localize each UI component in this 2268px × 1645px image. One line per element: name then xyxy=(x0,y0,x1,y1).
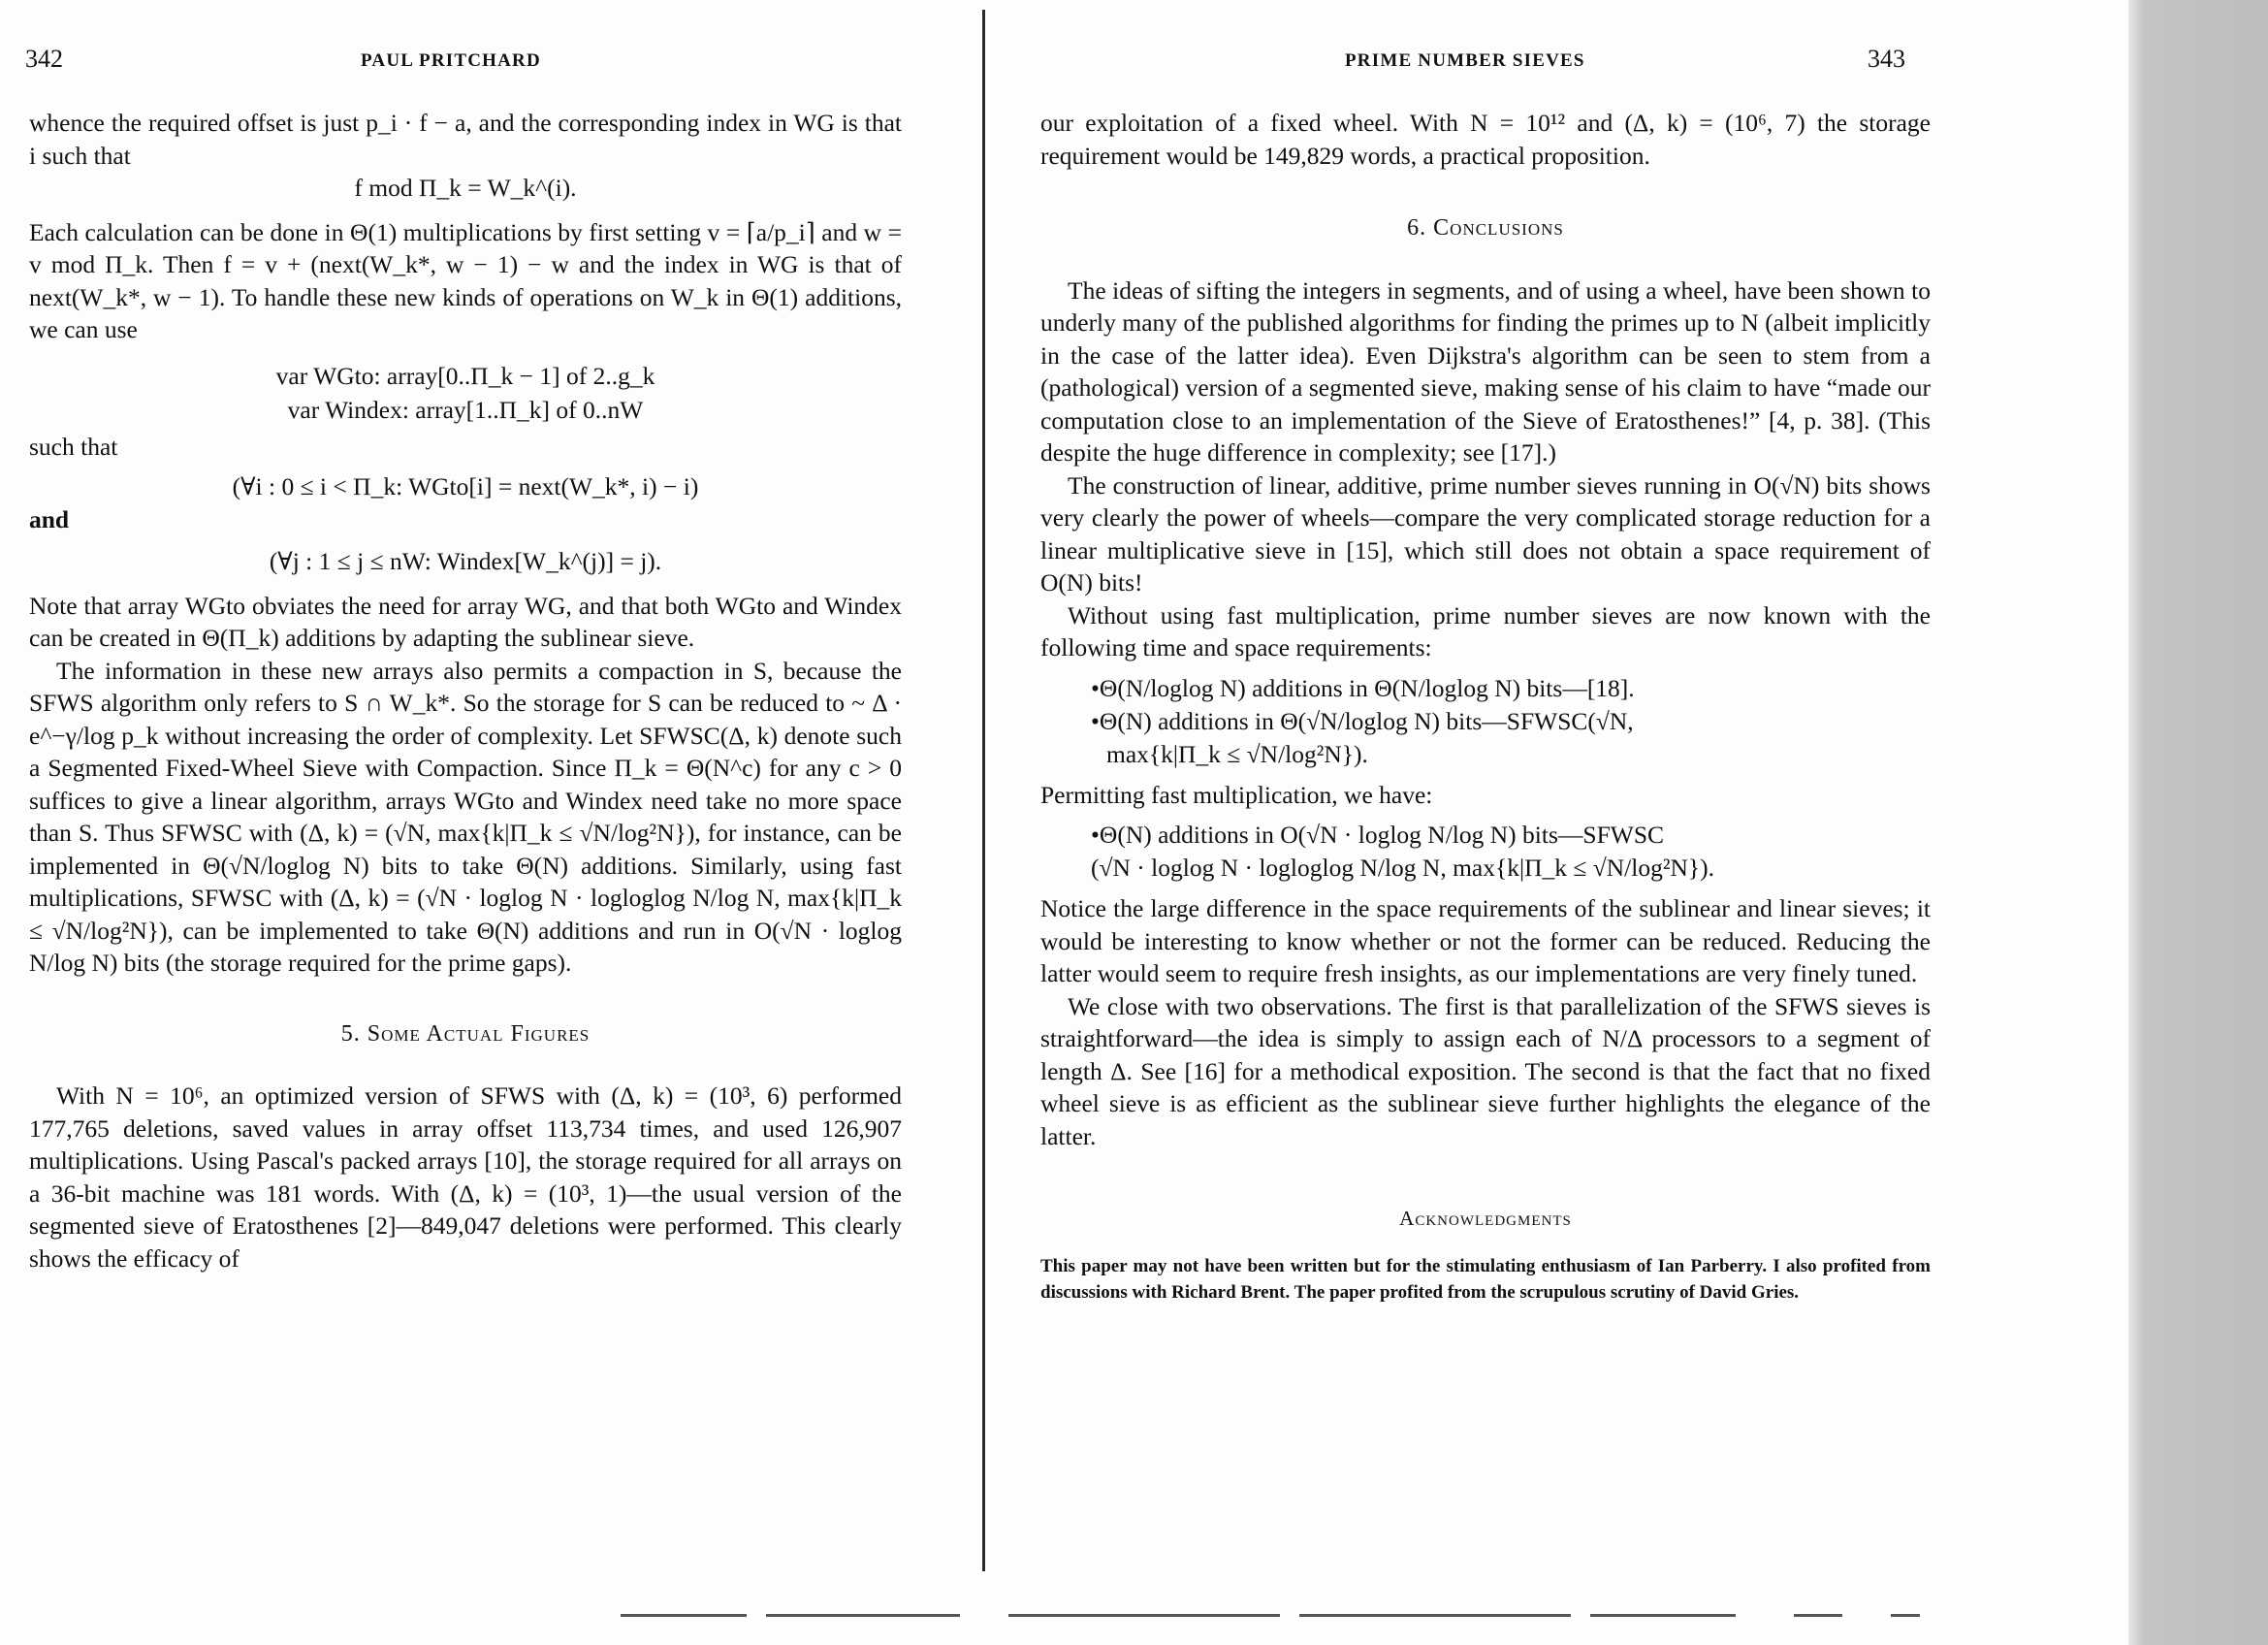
left-column xyxy=(29,107,902,1274)
running-head: PRIME NUMBER SIEVES xyxy=(1345,50,1585,71)
paragraph: whence the required offset is just p_i · f − a, and the corresponding index in WG is that i such that xyxy=(29,109,902,170)
label-text: such that xyxy=(29,432,118,461)
list-item: •Θ(N/loglog N) additions in Θ(N/loglog N) bits—[18]. xyxy=(1091,673,1635,702)
list-item: •Θ(N) additions in O(√N · loglog N/log N) bits—SFWSC xyxy=(1091,821,1665,849)
section-heading: 6. Conclusions xyxy=(1407,215,1564,241)
right-page xyxy=(987,0,2141,1645)
paragraph: We close with two observations. The first is that parallelization of the SFWS sieves is straightforward—the idea is simply to assign each of N/Δ processors to a segment of length Δ. See [16] for a methodical exposition. The second is that the fact that no fixed wheel sieve is as efficient as the sublinear sieve further highlights the elegance of the latter. xyxy=(1040,991,1931,1150)
section-heading: Acknowledgments xyxy=(1399,1207,1572,1230)
paragraph: The ideas of sifting the integers in segments, and of using a wheel, have been shown to underly many of the published algorithms for finding the primes up to N (albeit implicitly in the case of the latter idea). Even Dijkstra's algorithm can be seen to stem from a (pathological) version of a segmented sieve, making sense of his claim to have “made our computation close to an implementation of the Sieve of Eratosthenes!” [4, p. 38]. (This despite the huge difference in complexity; see [17].) xyxy=(1040,275,1931,467)
scan-dash xyxy=(766,1614,960,1617)
label-text: and xyxy=(29,504,70,533)
scan-dash xyxy=(1794,1614,1842,1617)
bullet-list xyxy=(1091,672,1931,771)
paragraph: With N = 10⁶, an optimized version of SFWS with (Δ, k) = (10³, 6) performed 177,765 deletions, saved values in array offset 113,734 times, and used 126,907 multiplications. Using Pascal's packed arrays [10], the storage required for all arrays on a 36-bit machine was 181 words. With (Δ, k) = (10³, 1)—the usual version of the segmented sieve of Eratosthenes [2]—849,047 deletions were performed. This clearly shows the efficacy of xyxy=(29,1081,902,1273)
left-page xyxy=(0,0,977,1645)
scan-dash xyxy=(1299,1614,1571,1617)
equation: (∀i : 0 ≤ i < Π_k: WGto[i] = next(W_k*, i) − i) xyxy=(232,472,699,500)
section-heading: 5. Some Actual Figures xyxy=(340,1020,591,1047)
equation: (∀j : 1 ≤ j ≤ nW: Windex[W_k^(j)] = j). xyxy=(269,547,662,575)
paragraph: Notice the large difference in the space requirements of the sublinear and linear sieves; it would be interesting to know whether or not the former can be reduced. Reducing the latter would seem to require fresh insights, as our implementations are very finely tuned. xyxy=(1040,894,1931,987)
list-item-continuation: max{k|Π_k ≤ √N/log²N}). xyxy=(1106,739,1368,768)
page-number: 342 xyxy=(25,45,63,73)
running-head: PAUL PRITCHARD xyxy=(361,50,541,71)
gutter-line xyxy=(982,10,985,1571)
paragraph: Note that array WGto obviates the need for array WG, and that both WGto and Windex can be created in Θ(Π_k) additions by adapting the sublinear sieve. xyxy=(29,591,902,652)
paragraph: The construction of linear, additive, prime number sieves running in O(√N) bits shows very clearly the power of wheels—compare the very complicated storage reduction for a linear multiplicative sieve in [15], which still does not obtain a space requirement of O(N) bits! xyxy=(1040,470,1931,597)
list-item: •Θ(N) additions in Θ(√N/loglog N) bits—SFWSC(√N, xyxy=(1091,706,1634,735)
paragraph: The information in these new arrays also permits a compaction in S, because the SFWS algorithm only refers to S ∩ W_k*. So the storage for S can be reduced to ~ Δ · e^−γ/log p_k without increasing the order of complexity. Let SFWSC(Δ, k) denote such a Segmented Fixed-Wheel Sieve with Compaction. Since Π_k = Θ(N^c) for any c > 0 suffices to give a linear algorithm, arrays WGto and Windex need take no more space than S. Thus SFWSC with (Δ, k) = (√N, max{k|Π_k ≤ √N/log²N}), for instance, can be implemented in Θ(√N/loglog N) bits to take Θ(N) additions. Similarly, using fast multiplications, SFWSC with (Δ, k) = (√N · loglog N · logloglog N/log N, max{k|Π_k ≤ √N/log²N}), can be implemented to take Θ(N) additions and run in O(√N · loglog N/log N) bits (the storage required for the prime gaps). xyxy=(29,656,902,977)
paragraph: Each calculation can be done in Θ(1) multiplications by first setting v = ⌈a/p_i⌉ and w = v mod Π_k. Then f = v + (next(W_k*, w − 1) − w and the index in WG is that of next(W_k*, w − 1). To handle these new kinds of operations on W_k in Θ(1) additions, we can use xyxy=(29,217,902,343)
acknowledgments-text: This paper may not have been written but for the stimulating enthusiasm of Ian Parberry. I also profited from discussions with Richard Brent. The paper profited from the scrupulous scrutiny of David Gries. xyxy=(1040,1255,1931,1303)
equation: var Windex: array[1..Π_k] of 0..nW xyxy=(287,396,644,424)
paragraph: our exploitation of a fixed wheel. With N = 10¹² and (Δ, k) = (10⁶, 7) the storage requirement would be 149,829 words, a practical proposition. xyxy=(1040,109,1931,170)
scan-dash xyxy=(1008,1614,1280,1617)
paragraph: Without using fast multiplication, prime number sieves are now known with the following time and space requirements: xyxy=(1040,600,1931,661)
equation: f mod Π_k = W_k^(i). xyxy=(354,174,577,202)
page-edge-shadow xyxy=(2128,0,2268,1645)
equation: var WGto: array[0..Π_k − 1] of 2..g_k xyxy=(275,361,655,390)
paragraph: Permitting fast multiplication, we have: xyxy=(1040,780,1433,809)
scan-dash xyxy=(1590,1614,1736,1617)
list-item-continuation: (√N · loglog N · logloglog N/log N, max{k|Π_k ≤ √N/log²N}). xyxy=(1091,854,1715,882)
scan-dash xyxy=(621,1614,747,1617)
scan-dash xyxy=(1891,1614,1920,1617)
right-column xyxy=(1040,107,1931,1306)
bullet-list xyxy=(1091,819,1931,885)
page-number: 343 xyxy=(1868,45,1905,73)
